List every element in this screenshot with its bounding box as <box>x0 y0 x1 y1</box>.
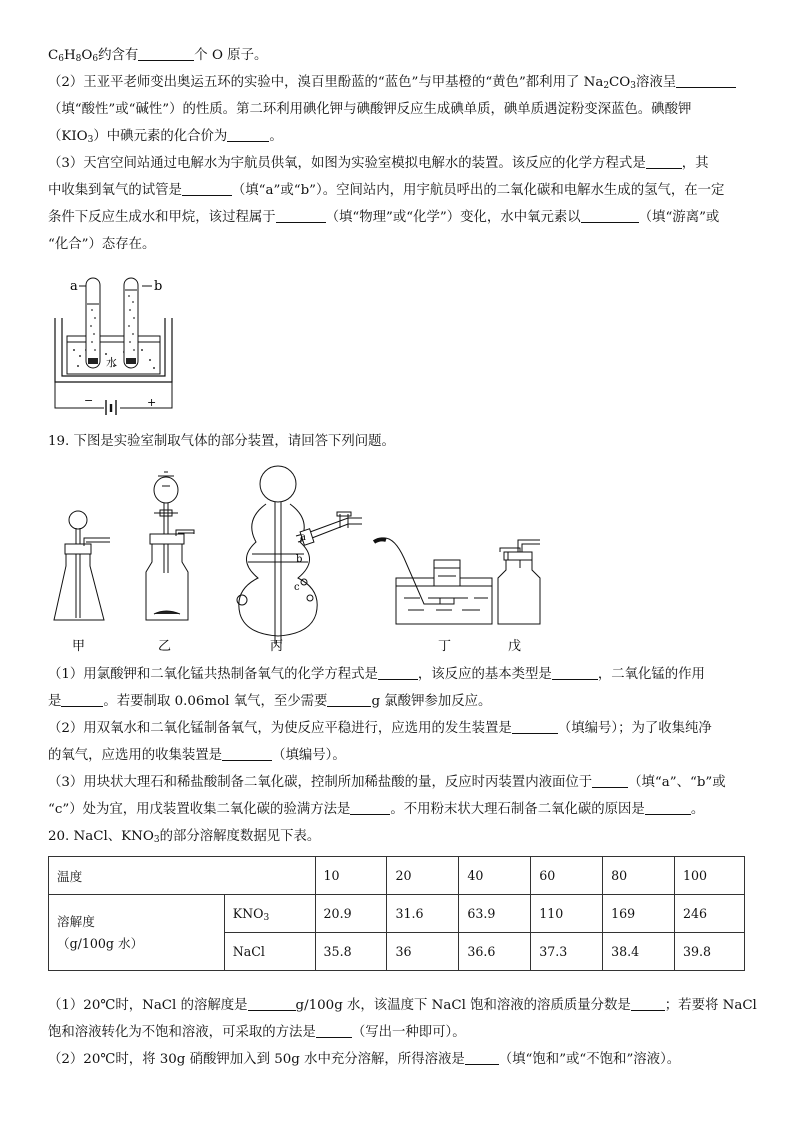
q18-line-6: 中收集到氧气的试管是 （填“a”或“b”）。空间站内，用宇航员呼出的二氧化碳和电解水生成的氢气，在一定 <box>48 183 725 198</box>
q20-line-1: （1）20℃时，NaCl 的溶解度是 g/100g 水，该温度下 NaCl 饱和溶液的溶质质量分数是 ；若要将 NaCl <box>48 998 757 1013</box>
answer-blank[interactable] <box>645 800 691 815</box>
q18-line-4: $(KIO_3)$中碘元素的化合价为 。 <box>48 129 283 145</box>
table-cell: 110 <box>531 895 603 933</box>
answer-blank[interactable] <box>182 181 232 196</box>
answer-blank[interactable] <box>378 665 418 680</box>
tube-a-label: a <box>70 279 78 294</box>
formula-text: C <box>48 48 59 63</box>
apparatus-ding <box>374 538 492 624</box>
table-cell: 20.9 <box>315 895 387 933</box>
label-ding: 丁 <box>438 639 452 654</box>
apparatus-jia <box>54 511 110 620</box>
temperature-header: 温度 <box>49 857 316 895</box>
answer-blank[interactable] <box>316 1023 352 1038</box>
mark-c-label: c <box>294 582 300 593</box>
table-cell: 20 <box>387 857 459 895</box>
q18-line-8: “化合”）态存在。 <box>48 237 156 252</box>
q19-line-6: “c”）处为宜，用戊装置收集二氧化碳的验满方法是 。不用粉末状大理石制备二氧化碳的原因是 。 <box>48 802 705 817</box>
table-cell: 39.8 <box>675 933 745 971</box>
solubility-group-label: 溶解度 （g/100g 水） <box>49 895 225 971</box>
answer-blank[interactable] <box>248 996 296 1011</box>
positive-terminal-label: + <box>147 396 157 409</box>
mark-a-label: a <box>300 532 306 543</box>
water-label: 水 <box>106 356 117 369</box>
gas-apparatus-figure <box>48 458 568 658</box>
q19-title: 19. 下图是实验室制取气体的部分装置，请回答下列问题。 <box>48 434 395 449</box>
q19-line-4: 的氧气，应选用的收集装置是 （填编号）。 <box>48 748 346 763</box>
q18-line-2: （2）王亚平老师变出奥运五环的实验中，溴百里酚蓝的“蓝色”与甲基橙的“黄色”都利用了 $Na_2CO_3$溶液呈 <box>48 73 754 93</box>
label-yi: 乙 <box>158 639 172 654</box>
q19-line-1: （1）用氯酸钾和二氧化锰共热制备氧气的化学方程式是 ，该反应的基本类型是 ，二氧化锰的作用 <box>48 667 705 682</box>
kno3-label: $KNO_3$ <box>224 895 315 933</box>
q18-line-7: 条件下反应生成水和甲烷，该过程属于 （填“物理”或“化学”）变化，水中氧元素以 （填“游离”或 <box>48 210 720 225</box>
q18-line-3: （填“酸性”或“碱性”）的性质。第二环利用碘化钾与碘酸钾反应生成碘单质，碘单质遇淀粉变深蓝色。碘酸钾 <box>48 102 692 117</box>
answer-blank[interactable] <box>276 208 326 223</box>
table-cell: 246 <box>675 895 745 933</box>
answer-blank[interactable] <box>350 800 390 815</box>
table-cell: 60 <box>531 857 603 895</box>
answer-blank[interactable] <box>222 746 272 761</box>
table-cell: 10 <box>315 857 387 895</box>
q20-line-2: 饱和溶液转化为不饱和溶液，可采取的方法是 （写出一种即可）。 <box>48 1025 466 1040</box>
electrolysis-apparatus-figure <box>50 270 180 415</box>
answer-blank[interactable] <box>227 127 269 142</box>
table-header-row <box>49 857 745 895</box>
answer-blank[interactable] <box>138 46 194 61</box>
label-jia: 甲 <box>72 639 86 654</box>
answer-blank[interactable] <box>465 1050 499 1065</box>
answer-blank[interactable] <box>592 773 628 788</box>
apparatus-wu <box>498 540 540 624</box>
answer-blank[interactable] <box>512 719 558 734</box>
answer-blank[interactable] <box>327 692 371 707</box>
q18-line-1: $C_6H_8O_6$约含有 个 O 原子。 <box>48 48 268 64</box>
table-row-kno3 <box>49 895 745 933</box>
mark-b-label: b <box>296 554 303 565</box>
answer-blank[interactable] <box>631 996 665 1011</box>
tube-b-label: b <box>154 279 163 294</box>
table-cell: 80 <box>603 857 675 895</box>
q20-title: 20. NaCl、$KNO_3$的部分溶解度数据见下表。 <box>48 829 321 845</box>
table-cell: 36.6 <box>459 933 531 971</box>
table-cell: 40 <box>459 857 531 895</box>
q20-line-3: （2）20℃时，将 30g 硝酸钾加入到 50g 水中充分溶解，所得溶液是 （填“饱和”或“不饱和”溶液）。 <box>48 1052 681 1067</box>
answer-blank[interactable] <box>552 665 598 680</box>
table-cell: 63.9 <box>459 895 531 933</box>
q19-line-2: 是 。若要制取 0.06mol 氧气，至少需要 g 氯酸钾参加反应。 <box>48 694 492 709</box>
label-bing: 丙 <box>270 639 284 654</box>
answer-blank[interactable] <box>676 73 736 88</box>
q19-line-3: （2）用双氧水和二氧化锰制备氧气，为使反应平稳进行，应选用的发生装置是 （填编号）；为了收集纯净 <box>48 721 712 736</box>
q19-line-5: （3）用块状大理石和稀盐酸制备二氧化碳，控制所加稀盐酸的量，反应时丙装置内液面位于 （填“a”、“b”或 <box>48 775 726 790</box>
table-cell: 169 <box>603 895 675 933</box>
answer-blank[interactable] <box>646 154 682 169</box>
table-cell: 35.8 <box>315 933 387 971</box>
answer-blank[interactable] <box>581 208 639 223</box>
table-cell: 100 <box>675 857 745 895</box>
table-cell: 31.6 <box>387 895 459 933</box>
table-cell: 38.4 <box>603 933 675 971</box>
table-cell: 37.3 <box>531 933 603 971</box>
answer-blank[interactable] <box>61 692 103 707</box>
nacl-label: NaCl <box>224 933 315 971</box>
label-wu: 戊 <box>508 639 522 654</box>
q18-line-5: （3）天宫空间站通过电解水为宇航员供氧，如图为实验室模拟电解水的装置。该反应的化学方程式是 ，其 <box>48 156 709 171</box>
solubility-table <box>48 856 745 971</box>
table-cell: 36 <box>387 933 459 971</box>
negative-terminal-label: − <box>84 394 94 407</box>
apparatus-yi <box>146 472 194 620</box>
